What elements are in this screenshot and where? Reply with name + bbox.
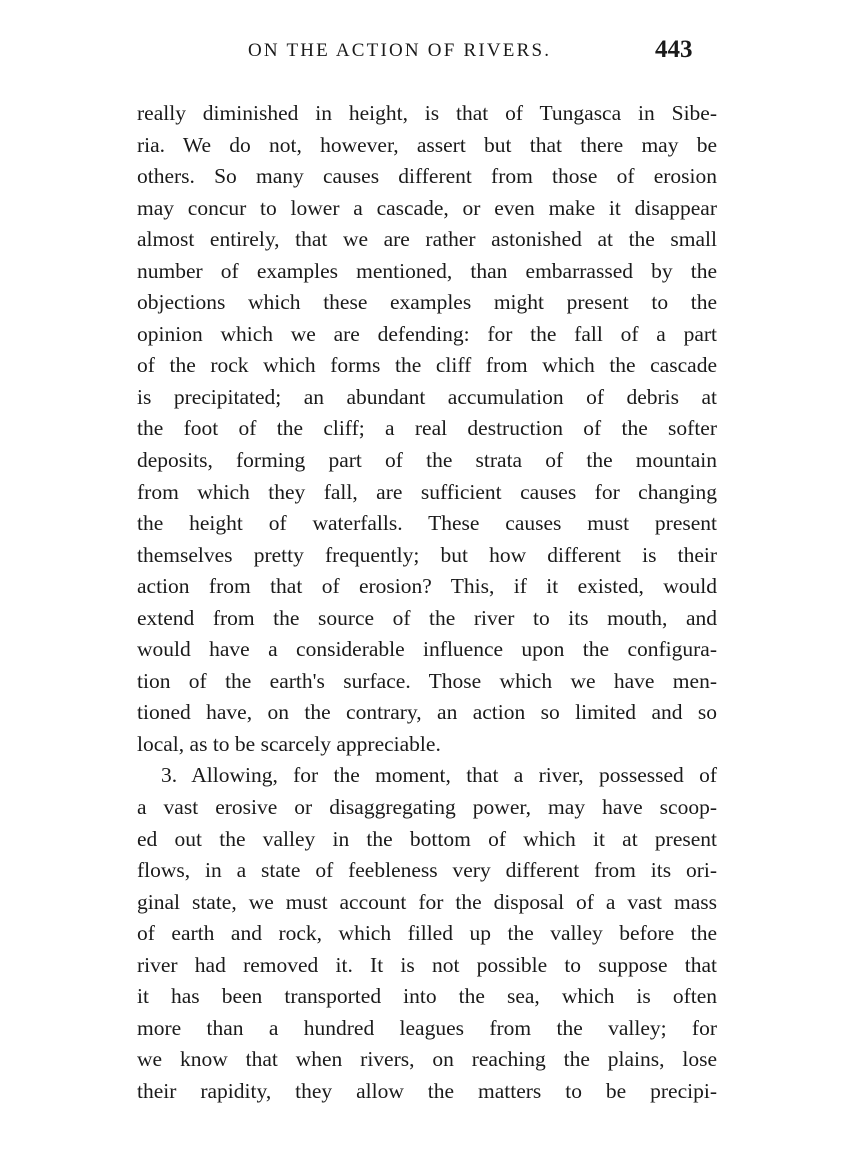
text-line: ria. We do not, however, assert but that there may be [137, 132, 717, 157]
text-line: their rapidity, they allow the matters to be precipi- [137, 1078, 717, 1103]
text-line: may concur to lower a cascade, or even make it disappear [137, 195, 717, 220]
text-line: the height of waterfalls. These causes must present [137, 511, 717, 536]
text-line: tioned have, on the contrary, an action so limited and so [137, 700, 717, 725]
text-line: objections which these examples might present to the [137, 290, 717, 315]
text-line: tion of the earth's surface. Those which we have men- [137, 668, 717, 693]
text-line: more than a hundred leagues from the valley; for [137, 1015, 717, 1040]
text-line: of the rock which forms the cliff from which the cascade [137, 353, 717, 378]
running-title: ON THE ACTION OF RIVERS. [248, 40, 552, 61]
text-line: from which they fall, are sufficient causes for changing [137, 479, 717, 504]
text-line: would have a considerable influence upon the configura- [137, 637, 717, 662]
text-line: of earth and rock, which filled up the valley before the [137, 921, 717, 946]
text-line: themselves pretty frequently; but how different is their [137, 542, 717, 567]
text-line: extend from the source of the river to its mouth, and [137, 605, 717, 630]
text-line: number of examples mentioned, than embarrassed by the [137, 258, 717, 283]
paragraph-start-line: 3. Allowing, for the moment, that a river, possessed of [161, 763, 717, 788]
text-line: ed out the valley in the bottom of which it at present [137, 826, 717, 851]
text-line: flows, in a state of feebleness very different from its ori- [137, 858, 717, 883]
page-number: 443 [655, 36, 693, 63]
text-line: deposits, forming part of the strata of the mountain [137, 448, 717, 473]
text-line: ginal state, we must account for the disposal of a vast mass [137, 889, 717, 914]
text-line: almost entirely, that we are rather astonished at the small [137, 227, 717, 252]
text-line: others. So many causes different from those of erosion [137, 164, 717, 189]
paragraph-end-line: local, as to be scarcely appreciable. [137, 731, 441, 756]
text-line: is precipitated; an abundant accumulation of debris at [137, 384, 717, 409]
body-text [137, 98, 717, 1108]
text-line: the foot of the cliff; a real destruction of the softer [137, 416, 717, 441]
text-line: we know that when rivers, on reaching the plains, lose [137, 1047, 717, 1072]
text-line: a vast erosive or disaggregating power, may have scoop- [137, 795, 717, 820]
text-line: opinion which we are defending: for the fall of a part [137, 321, 717, 346]
running-head [0, 38, 850, 68]
text-line: action from that of erosion? This, if it existed, would [137, 574, 717, 599]
text-line: really diminished in height, is that of Tungasca in Sibe- [137, 101, 717, 125]
text-line: it has been transported into the sea, which is often [137, 984, 717, 1009]
text-line: river had removed it. It is not possible to suppose that [137, 952, 717, 977]
